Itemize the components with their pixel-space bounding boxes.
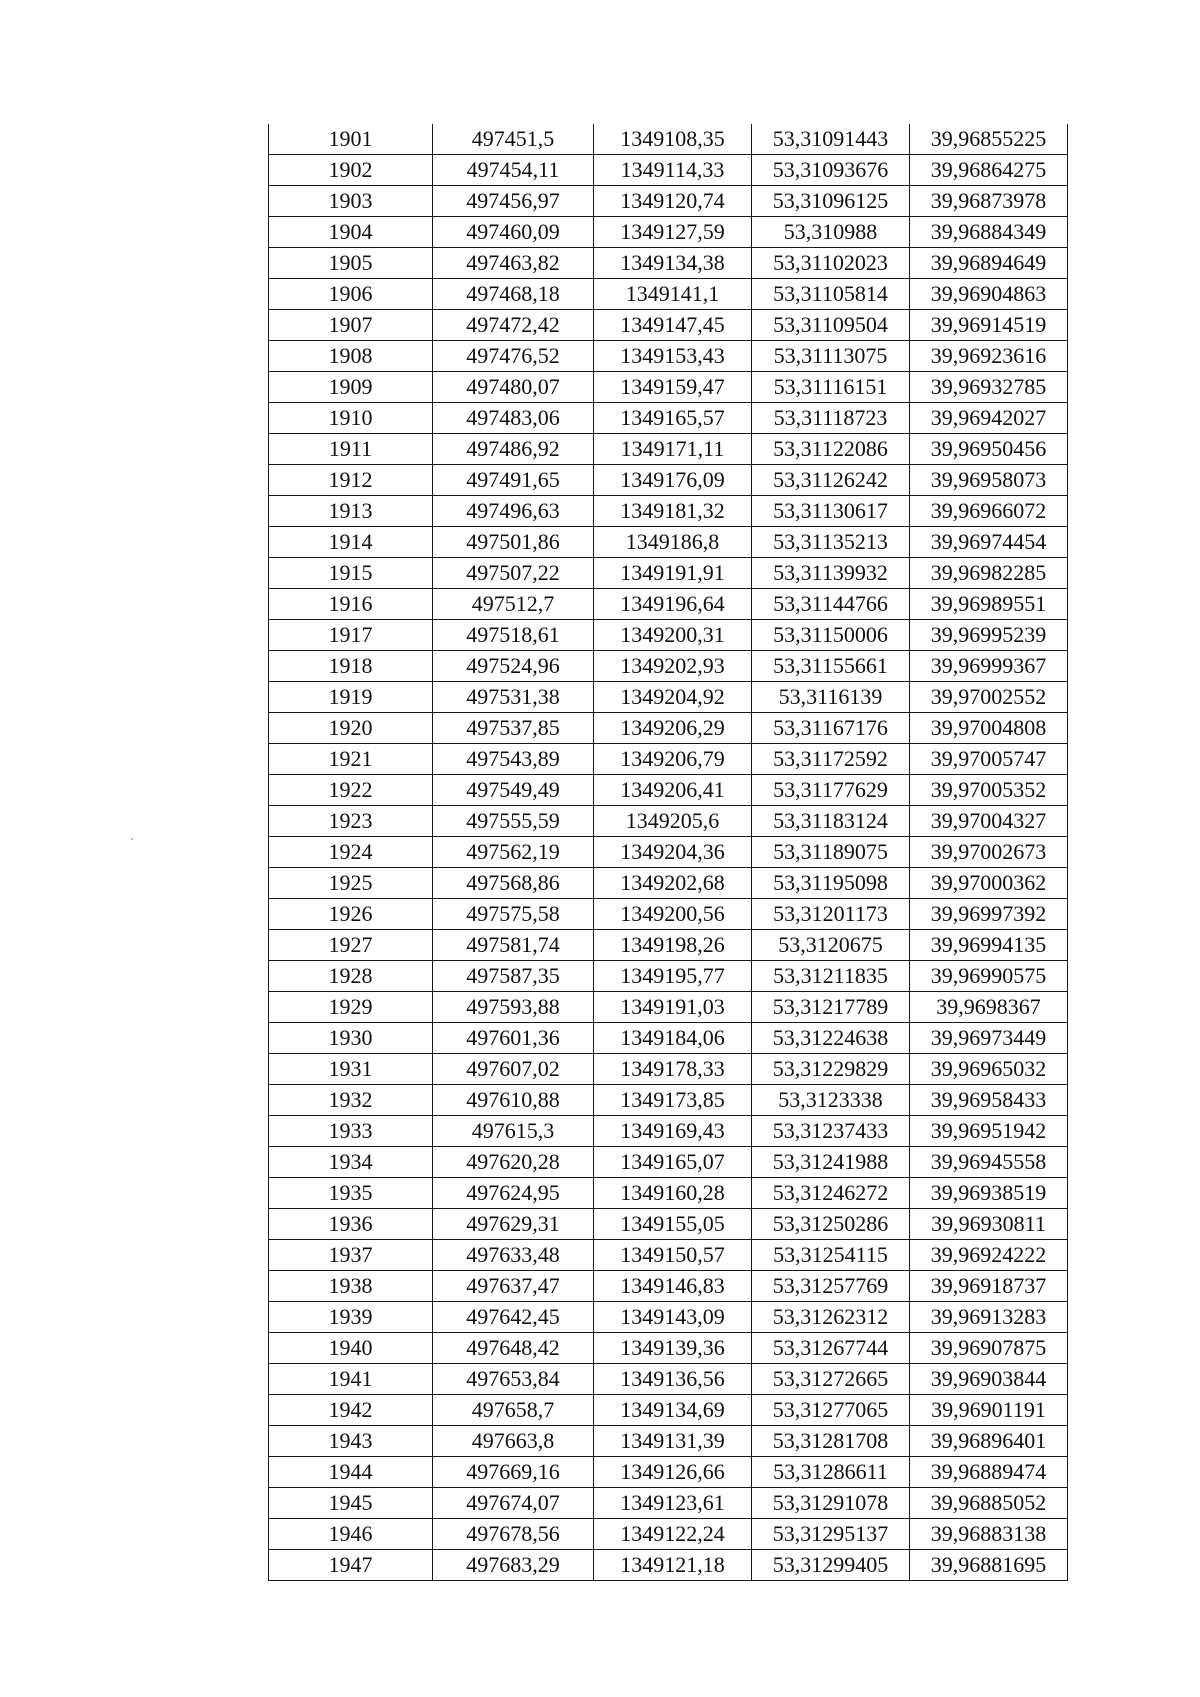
- latitude-cell: 53,3120675: [752, 930, 910, 961]
- latitude-cell: 53,31118723: [752, 403, 910, 434]
- point-number-cell: 1944: [269, 1457, 433, 1488]
- point-number-cell: 1913: [269, 496, 433, 527]
- point-number-cell: 1903: [269, 186, 433, 217]
- x-coordinate-cell: 497674,07: [433, 1488, 594, 1519]
- point-number-cell: 1943: [269, 1426, 433, 1457]
- table-row: [269, 310, 1068, 341]
- table-row: [269, 868, 1068, 899]
- x-coordinate-cell: 497483,06: [433, 403, 594, 434]
- x-coordinate-cell: 497633,48: [433, 1240, 594, 1271]
- y-coordinate-cell: 1349191,91: [594, 558, 752, 589]
- latitude-cell: 53,31116151: [752, 372, 910, 403]
- y-coordinate-cell: 1349171,11: [594, 434, 752, 465]
- point-number-cell: 1902: [269, 155, 433, 186]
- table-row: [269, 248, 1068, 279]
- point-number-cell: 1941: [269, 1364, 433, 1395]
- table-row: [269, 155, 1068, 186]
- point-number-cell: 1928: [269, 961, 433, 992]
- table-row: [269, 899, 1068, 930]
- x-coordinate-cell: 497518,61: [433, 620, 594, 651]
- x-coordinate-cell: 497512,7: [433, 589, 594, 620]
- latitude-cell: 53,31291078: [752, 1488, 910, 1519]
- table-row: [269, 1147, 1068, 1178]
- x-coordinate-cell: 497537,85: [433, 713, 594, 744]
- x-coordinate-cell: 497456,97: [433, 186, 594, 217]
- point-number-cell: 1938: [269, 1271, 433, 1302]
- table-row: [269, 961, 1068, 992]
- y-coordinate-cell: 1349131,39: [594, 1426, 752, 1457]
- longitude-cell: 39,97005747: [910, 744, 1068, 775]
- point-number-cell: 1916: [269, 589, 433, 620]
- x-coordinate-cell: 497549,49: [433, 775, 594, 806]
- y-coordinate-cell: 1349136,56: [594, 1364, 752, 1395]
- y-coordinate-cell: 1349165,07: [594, 1147, 752, 1178]
- y-coordinate-cell: 1349181,32: [594, 496, 752, 527]
- latitude-cell: 53,31102023: [752, 248, 910, 279]
- latitude-cell: 53,31217789: [752, 992, 910, 1023]
- latitude-cell: 53,31144766: [752, 589, 910, 620]
- point-number-cell: 1922: [269, 775, 433, 806]
- longitude-cell: 39,96904863: [910, 279, 1068, 310]
- latitude-cell: 53,31272665: [752, 1364, 910, 1395]
- longitude-cell: 39,9698367: [910, 992, 1068, 1023]
- y-coordinate-cell: 1349205,6: [594, 806, 752, 837]
- longitude-cell: 39,96989551: [910, 589, 1068, 620]
- table-row: [269, 775, 1068, 806]
- point-number-cell: 1904: [269, 217, 433, 248]
- y-coordinate-cell: 1349121,18: [594, 1550, 752, 1581]
- longitude-cell: 39,96958433: [910, 1085, 1068, 1116]
- y-coordinate-cell: 1349127,59: [594, 217, 752, 248]
- y-coordinate-cell: 1349200,31: [594, 620, 752, 651]
- y-coordinate-cell: 1349198,26: [594, 930, 752, 961]
- longitude-cell: 39,96930811: [910, 1209, 1068, 1240]
- latitude-cell: 53,3116139: [752, 682, 910, 713]
- y-coordinate-cell: 1349206,29: [594, 713, 752, 744]
- latitude-cell: 53,31195098: [752, 868, 910, 899]
- table-row: [269, 1054, 1068, 1085]
- longitude-cell: 39,96907875: [910, 1333, 1068, 1364]
- longitude-cell: 39,96914519: [910, 310, 1068, 341]
- latitude-cell: 53,31167176: [752, 713, 910, 744]
- coordinates-table-body: [269, 124, 1068, 1581]
- x-coordinate-cell: 497451,5: [433, 124, 594, 155]
- table-row: [269, 713, 1068, 744]
- longitude-cell: 39,96913283: [910, 1302, 1068, 1333]
- longitude-cell: 39,96903844: [910, 1364, 1068, 1395]
- table-row: [269, 1550, 1068, 1581]
- table-row: [269, 837, 1068, 868]
- x-coordinate-cell: 497568,86: [433, 868, 594, 899]
- table-row: [269, 930, 1068, 961]
- longitude-cell: 39,96973449: [910, 1023, 1068, 1054]
- y-coordinate-cell: 1349134,69: [594, 1395, 752, 1426]
- y-coordinate-cell: 1349108,35: [594, 124, 752, 155]
- x-coordinate-cell: 497468,18: [433, 279, 594, 310]
- longitude-cell: 39,96901191: [910, 1395, 1068, 1426]
- x-coordinate-cell: 497593,88: [433, 992, 594, 1023]
- table-row: [269, 682, 1068, 713]
- latitude-cell: 53,31254115: [752, 1240, 910, 1271]
- y-coordinate-cell: 1349150,57: [594, 1240, 752, 1271]
- y-coordinate-cell: 1349155,05: [594, 1209, 752, 1240]
- latitude-cell: 53,31096125: [752, 186, 910, 217]
- y-coordinate-cell: 1349204,36: [594, 837, 752, 868]
- y-coordinate-cell: 1349134,38: [594, 248, 752, 279]
- coordinates-table: [268, 124, 1068, 1581]
- latitude-cell: 53,31126242: [752, 465, 910, 496]
- x-coordinate-cell: 497587,35: [433, 961, 594, 992]
- table-row: [269, 558, 1068, 589]
- y-coordinate-cell: 1349204,92: [594, 682, 752, 713]
- point-number-cell: 1921: [269, 744, 433, 775]
- latitude-cell: 53,31105814: [752, 279, 910, 310]
- latitude-cell: 53,31113075: [752, 341, 910, 372]
- y-coordinate-cell: 1349206,79: [594, 744, 752, 775]
- y-coordinate-cell: 1349165,57: [594, 403, 752, 434]
- table-row: [269, 1488, 1068, 1519]
- point-number-cell: 1932: [269, 1085, 433, 1116]
- longitude-cell: 39,96950456: [910, 434, 1068, 465]
- x-coordinate-cell: 497615,3: [433, 1116, 594, 1147]
- point-number-cell: 1907: [269, 310, 433, 341]
- table-row: [269, 1240, 1068, 1271]
- longitude-cell: 39,96918737: [910, 1271, 1068, 1302]
- table-row: [269, 1457, 1068, 1488]
- y-coordinate-cell: 1349143,09: [594, 1302, 752, 1333]
- longitude-cell: 39,96864275: [910, 155, 1068, 186]
- x-coordinate-cell: 497683,29: [433, 1550, 594, 1581]
- latitude-cell: 53,31224638: [752, 1023, 910, 1054]
- point-number-cell: 1910: [269, 403, 433, 434]
- table-row: [269, 744, 1068, 775]
- longitude-cell: 39,96945558: [910, 1147, 1068, 1178]
- point-number-cell: 1905: [269, 248, 433, 279]
- table-row: [269, 1519, 1068, 1550]
- latitude-cell: 53,31262312: [752, 1302, 910, 1333]
- table-row: [269, 1302, 1068, 1333]
- x-coordinate-cell: 497663,8: [433, 1426, 594, 1457]
- point-number-cell: 1947: [269, 1550, 433, 1581]
- x-coordinate-cell: 497476,52: [433, 341, 594, 372]
- point-number-cell: 1946: [269, 1519, 433, 1550]
- y-coordinate-cell: 1349191,03: [594, 992, 752, 1023]
- point-number-cell: 1936: [269, 1209, 433, 1240]
- longitude-cell: 39,96999367: [910, 651, 1068, 682]
- point-number-cell: 1925: [269, 868, 433, 899]
- longitude-cell: 39,96982285: [910, 558, 1068, 589]
- y-coordinate-cell: 1349147,45: [594, 310, 752, 341]
- point-number-cell: 1924: [269, 837, 433, 868]
- latitude-cell: 53,31183124: [752, 806, 910, 837]
- latitude-cell: 53,31299405: [752, 1550, 910, 1581]
- point-number-cell: 1906: [269, 279, 433, 310]
- x-coordinate-cell: 497575,58: [433, 899, 594, 930]
- y-coordinate-cell: 1349200,56: [594, 899, 752, 930]
- y-coordinate-cell: 1349202,68: [594, 868, 752, 899]
- table-row: [269, 372, 1068, 403]
- x-coordinate-cell: 497524,96: [433, 651, 594, 682]
- table-row: [269, 1085, 1068, 1116]
- latitude-cell: 53,31286611: [752, 1457, 910, 1488]
- table-row: [269, 186, 1068, 217]
- x-coordinate-cell: 497607,02: [433, 1054, 594, 1085]
- latitude-cell: 53,31109504: [752, 310, 910, 341]
- x-coordinate-cell: 497507,22: [433, 558, 594, 589]
- x-coordinate-cell: 497460,09: [433, 217, 594, 248]
- point-number-cell: 1923: [269, 806, 433, 837]
- longitude-cell: 39,96966072: [910, 496, 1068, 527]
- x-coordinate-cell: 497562,19: [433, 837, 594, 868]
- x-coordinate-cell: 497658,7: [433, 1395, 594, 1426]
- point-number-cell: 1937: [269, 1240, 433, 1271]
- point-number-cell: 1920: [269, 713, 433, 744]
- longitude-cell: 39,97004327: [910, 806, 1068, 837]
- longitude-cell: 39,96994135: [910, 930, 1068, 961]
- latitude-cell: 53,31130617: [752, 496, 910, 527]
- table-row: [269, 341, 1068, 372]
- y-coordinate-cell: 1349114,33: [594, 155, 752, 186]
- y-coordinate-cell: 1349173,85: [594, 1085, 752, 1116]
- table-row: [269, 1364, 1068, 1395]
- latitude-cell: 53,31267744: [752, 1333, 910, 1364]
- y-coordinate-cell: 1349178,33: [594, 1054, 752, 1085]
- point-number-cell: 1931: [269, 1054, 433, 1085]
- longitude-cell: 39,96974454: [910, 527, 1068, 558]
- longitude-cell: 39,96951942: [910, 1116, 1068, 1147]
- point-number-cell: 1935: [269, 1178, 433, 1209]
- x-coordinate-cell: 497653,84: [433, 1364, 594, 1395]
- point-number-cell: 1901: [269, 124, 433, 155]
- longitude-cell: 39,97005352: [910, 775, 1068, 806]
- latitude-cell: 53,31122086: [752, 434, 910, 465]
- table-row: [269, 1023, 1068, 1054]
- table-row: [269, 279, 1068, 310]
- x-coordinate-cell: 497601,36: [433, 1023, 594, 1054]
- point-number-cell: 1934: [269, 1147, 433, 1178]
- longitude-cell: 39,96938519: [910, 1178, 1068, 1209]
- latitude-cell: 53,31201173: [752, 899, 910, 930]
- x-coordinate-cell: 497610,88: [433, 1085, 594, 1116]
- x-coordinate-cell: 497531,38: [433, 682, 594, 713]
- longitude-cell: 39,97002552: [910, 682, 1068, 713]
- latitude-cell: 53,31177629: [752, 775, 910, 806]
- longitude-cell: 39,96855225: [910, 124, 1068, 155]
- table-row: [269, 1333, 1068, 1364]
- y-coordinate-cell: 1349176,09: [594, 465, 752, 496]
- longitude-cell: 39,97000362: [910, 868, 1068, 899]
- x-coordinate-cell: 497496,63: [433, 496, 594, 527]
- longitude-cell: 39,96932785: [910, 372, 1068, 403]
- point-number-cell: 1911: [269, 434, 433, 465]
- point-number-cell: 1930: [269, 1023, 433, 1054]
- y-coordinate-cell: 1349159,47: [594, 372, 752, 403]
- latitude-cell: 53,31093676: [752, 155, 910, 186]
- y-coordinate-cell: 1349196,64: [594, 589, 752, 620]
- point-number-cell: 1926: [269, 899, 433, 930]
- point-number-cell: 1909: [269, 372, 433, 403]
- x-coordinate-cell: 497642,45: [433, 1302, 594, 1333]
- latitude-cell: 53,31139932: [752, 558, 910, 589]
- y-coordinate-cell: 1349141,1: [594, 279, 752, 310]
- latitude-cell: 53,31257769: [752, 1271, 910, 1302]
- point-number-cell: 1942: [269, 1395, 433, 1426]
- y-coordinate-cell: 1349186,8: [594, 527, 752, 558]
- table-row: [269, 1116, 1068, 1147]
- longitude-cell: 39,96923616: [910, 341, 1068, 372]
- y-coordinate-cell: 1349126,66: [594, 1457, 752, 1488]
- longitude-cell: 39,96997392: [910, 899, 1068, 930]
- table-row: [269, 217, 1068, 248]
- y-coordinate-cell: 1349160,28: [594, 1178, 752, 1209]
- x-coordinate-cell: 497555,59: [433, 806, 594, 837]
- point-number-cell: 1917: [269, 620, 433, 651]
- longitude-cell: 39,96995239: [910, 620, 1068, 651]
- table-row: [269, 465, 1068, 496]
- x-coordinate-cell: 497678,56: [433, 1519, 594, 1550]
- table-row: [269, 589, 1068, 620]
- table-row: [269, 1178, 1068, 1209]
- point-number-cell: 1912: [269, 465, 433, 496]
- y-coordinate-cell: 1349139,36: [594, 1333, 752, 1364]
- x-coordinate-cell: 497491,65: [433, 465, 594, 496]
- table-row: [269, 496, 1068, 527]
- longitude-cell: 39,96942027: [910, 403, 1068, 434]
- table-row: [269, 1395, 1068, 1426]
- longitude-cell: 39,96965032: [910, 1054, 1068, 1085]
- point-number-cell: 1919: [269, 682, 433, 713]
- longitude-cell: 39,97002673: [910, 837, 1068, 868]
- point-number-cell: 1914: [269, 527, 433, 558]
- point-number-cell: 1918: [269, 651, 433, 682]
- y-coordinate-cell: 1349122,24: [594, 1519, 752, 1550]
- y-coordinate-cell: 1349169,43: [594, 1116, 752, 1147]
- y-coordinate-cell: 1349153,43: [594, 341, 752, 372]
- x-coordinate-cell: 497480,07: [433, 372, 594, 403]
- longitude-cell: 39,96881695: [910, 1550, 1068, 1581]
- latitude-cell: 53,31150006: [752, 620, 910, 651]
- point-number-cell: 1927: [269, 930, 433, 961]
- x-coordinate-cell: 497620,28: [433, 1147, 594, 1178]
- latitude-cell: 53,31135213: [752, 527, 910, 558]
- y-coordinate-cell: 1349120,74: [594, 186, 752, 217]
- table-row: [269, 992, 1068, 1023]
- longitude-cell: 39,96896401: [910, 1426, 1068, 1457]
- latitude-cell: 53,31295137: [752, 1519, 910, 1550]
- longitude-cell: 39,96889474: [910, 1457, 1068, 1488]
- x-coordinate-cell: 497501,86: [433, 527, 594, 558]
- latitude-cell: 53,31237433: [752, 1116, 910, 1147]
- longitude-cell: 39,96958073: [910, 465, 1068, 496]
- x-coordinate-cell: 497624,95: [433, 1178, 594, 1209]
- latitude-cell: 53,31246272: [752, 1178, 910, 1209]
- point-number-cell: 1945: [269, 1488, 433, 1519]
- point-number-cell: 1915: [269, 558, 433, 589]
- table-row: [269, 1426, 1068, 1457]
- y-coordinate-cell: 1349202,93: [594, 651, 752, 682]
- longitude-cell: 39,96885052: [910, 1488, 1068, 1519]
- x-coordinate-cell: 497581,74: [433, 930, 594, 961]
- table-row: [269, 403, 1068, 434]
- latitude-cell: 53,31229829: [752, 1054, 910, 1085]
- scan-speck: [131, 838, 133, 840]
- x-coordinate-cell: 497637,47: [433, 1271, 594, 1302]
- x-coordinate-cell: 497454,11: [433, 155, 594, 186]
- point-number-cell: 1940: [269, 1333, 433, 1364]
- y-coordinate-cell: 1349195,77: [594, 961, 752, 992]
- latitude-cell: 53,31281708: [752, 1426, 910, 1457]
- longitude-cell: 39,96924222: [910, 1240, 1068, 1271]
- latitude-cell: 53,31277065: [752, 1395, 910, 1426]
- table-row: [269, 527, 1068, 558]
- longitude-cell: 39,96884349: [910, 217, 1068, 248]
- latitude-cell: 53,31091443: [752, 124, 910, 155]
- latitude-cell: 53,31241988: [752, 1147, 910, 1178]
- y-coordinate-cell: 1349206,41: [594, 775, 752, 806]
- y-coordinate-cell: 1349146,83: [594, 1271, 752, 1302]
- longitude-cell: 39,96990575: [910, 961, 1068, 992]
- latitude-cell: 53,31211835: [752, 961, 910, 992]
- x-coordinate-cell: 497463,82: [433, 248, 594, 279]
- x-coordinate-cell: 497472,42: [433, 310, 594, 341]
- longitude-cell: 39,97004808: [910, 713, 1068, 744]
- latitude-cell: 53,31155661: [752, 651, 910, 682]
- table-row: [269, 620, 1068, 651]
- latitude-cell: 53,3123338: [752, 1085, 910, 1116]
- point-number-cell: 1933: [269, 1116, 433, 1147]
- x-coordinate-cell: 497629,31: [433, 1209, 594, 1240]
- table-row: [269, 651, 1068, 682]
- latitude-cell: 53,31250286: [752, 1209, 910, 1240]
- table-row: [269, 1271, 1068, 1302]
- table-row: [269, 434, 1068, 465]
- latitude-cell: 53,310988: [752, 217, 910, 248]
- point-number-cell: 1908: [269, 341, 433, 372]
- table-row: [269, 1209, 1068, 1240]
- x-coordinate-cell: 497648,42: [433, 1333, 594, 1364]
- point-number-cell: 1929: [269, 992, 433, 1023]
- x-coordinate-cell: 497543,89: [433, 744, 594, 775]
- table-row: [269, 124, 1068, 155]
- latitude-cell: 53,31189075: [752, 837, 910, 868]
- longitude-cell: 39,96883138: [910, 1519, 1068, 1550]
- point-number-cell: 1939: [269, 1302, 433, 1333]
- longitude-cell: 39,96894649: [910, 248, 1068, 279]
- y-coordinate-cell: 1349184,06: [594, 1023, 752, 1054]
- x-coordinate-cell: 497486,92: [433, 434, 594, 465]
- longitude-cell: 39,96873978: [910, 186, 1068, 217]
- table-row: [269, 806, 1068, 837]
- latitude-cell: 53,31172592: [752, 744, 910, 775]
- x-coordinate-cell: 497669,16: [433, 1457, 594, 1488]
- y-coordinate-cell: 1349123,61: [594, 1488, 752, 1519]
